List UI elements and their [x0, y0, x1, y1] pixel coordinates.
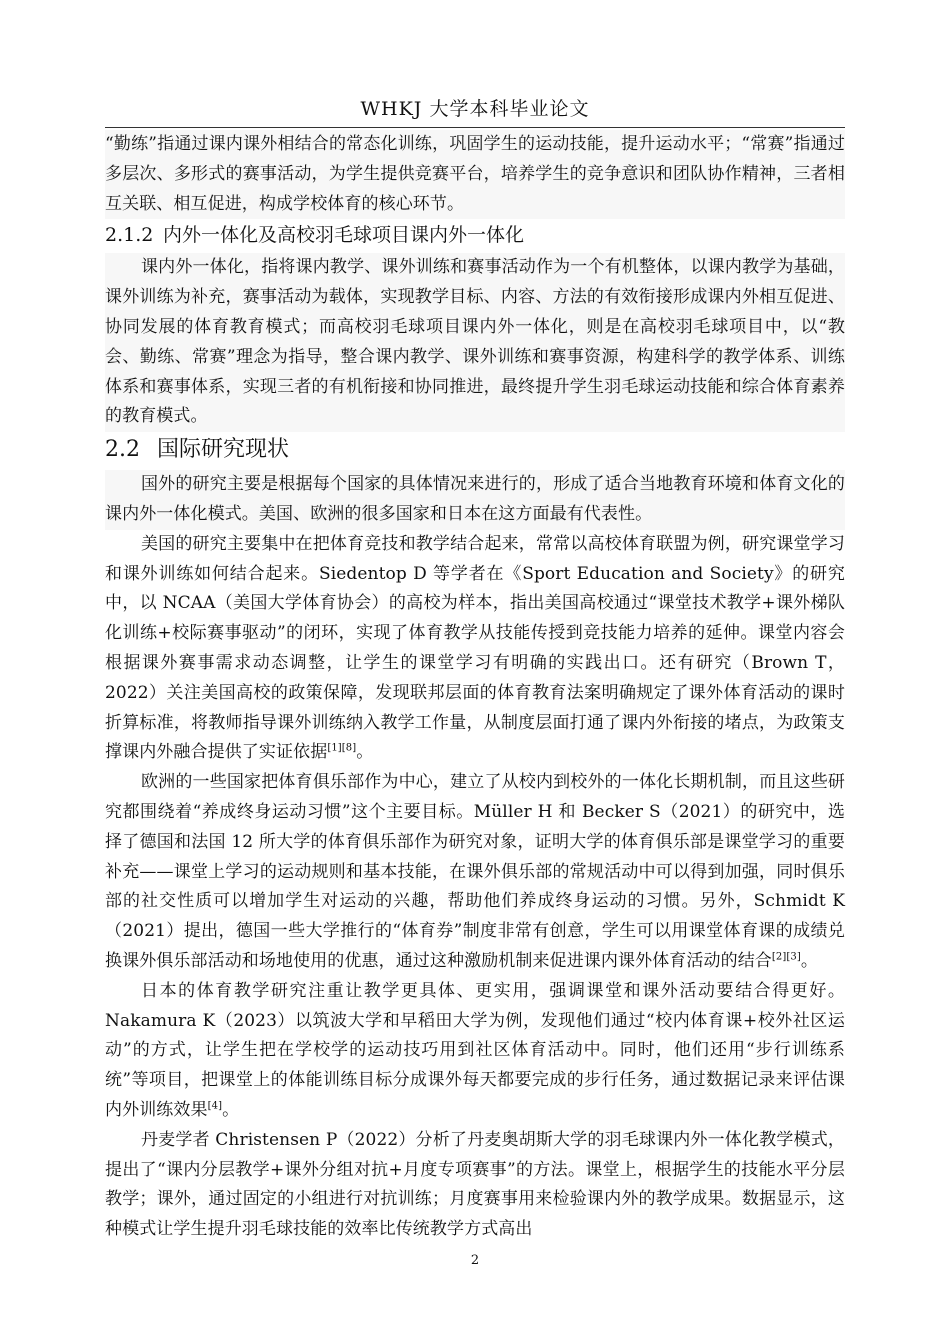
paragraph-europe — [105, 768, 845, 977]
section-heading-2-2 — [105, 432, 845, 470]
section-title: 国际研究现状 — [157, 437, 290, 463]
paragraph-overview: 国外的研究主要是根据每个国家的具体情况来进行的，形成了适合当地教育环境和体育文化的课内外一体化模式。美国、欧洲的很多国家和日本在这方面最有代表性。 — [105, 470, 845, 530]
paragraph-end: 。 — [800, 950, 818, 971]
page-number: 2 — [470, 1253, 480, 1268]
paragraph-usa — [105, 530, 845, 768]
paragraph-end: 。 — [356, 742, 374, 763]
section-number: 2.1.2 — [105, 224, 154, 247]
citation: [4] — [207, 1100, 223, 1112]
section-title: 内外一体化及高校羽毛球项目课内外一体化 — [163, 224, 525, 247]
citation: [1][8] — [327, 742, 357, 754]
paragraph-text: 美国的研究主要集中在把体育竞技和教学结合起来，常常以高校体育联盟为例，研究课堂学习和课外训练如何结合起来。Siedentop D 等学者在《Sport Education and Society》的研究中，以 NCAA（美国大学体育协会）的高校为样本，指出美国高校通过“课堂技术教学+课外梯队化训练+校际赛事驱动”的闭环，实现了体育教学从技能传授到竞技能力培养的延伸。课堂内容会根据课外赛事需求动态调整，让学生的课堂学习有明确的实践出口。还有研究（Brown T，2022）关注美国高校的政策保障，发现联邦层面的体育教育法案明确规定了课外体育活动的课时折算标准，将教师指导课外训练纳入教学工作量，从制度层面打通了课内外衔接的堵点，为政策支撑课内外融合提供了实证依据 — [105, 533, 845, 763]
intro-paragraph: “勤练”指通过课内课外相结合的常态化训练，巩固学生的运动技能，提升运动水平；“常赛”指通过多层次、多形式的赛事活动，为学生提供竞赛平台，培养学生的竞争意识和团队协作精神，三者相互关联、相互促进，构成学校体育的核心环节。 — [105, 130, 845, 219]
paragraph-integration-definition: 课内外一体化，指将课内教学、课外训练和赛事活动作为一个有机整体，以课内教学为基础，课外训练为补充，赛事活动为载体，实现教学目标、内容、方法的有效衔接形成课内外相互促进、协同发展的体育教育模式；而高校羽毛球项目课内外一体化，则是在高校羽毛球项目中，以“教会、勤练、常赛”理念为指导，整合课内教学、课外训练和赛事资源，构建科学的教学体系、训练体系和赛事体系，实现三者的有机衔接和协同推进，最终提升学生羽毛球运动技能和综合体育素养的教育模式。 — [105, 253, 845, 432]
section-number: 2.2 — [105, 437, 140, 463]
paragraph-text: 欧洲的一些国家把体育俱乐部作为中心，建立了从校内到校外的一体化长期机制，而且这些研究都围绕着“养成终身运动习惯”这个主要目标。Müller H 和 Becker S（2021）的研究中，选择了德国和法国 12 所大学的体育俱乐部作为研究对象，证明大学的体育俱乐部是课堂学习的重要补充——课堂上学习的运动规则和基本技能，在课外俱乐部的常规活动中可以得到加强，同时俱乐部的社交性质可以增加学生对运动的兴趣，帮助他们养成终身运动的习惯。另外，Schmidt K（2021）提出，德国一些大学推行的“体育券”制度非常有创意，学生可以用课堂体育课的成绩兑换课外俱乐部活动和场地使用的优惠，通过这种激励机制来促进课内课外体育活动的结合 — [105, 772, 845, 971]
paragraph-end: 。 — [222, 1099, 240, 1120]
paragraph-text: 日本的体育教学研究注重让教学更具体、更实用，强调课堂和课外活动要结合得更好。Nakamura K（2023）以筑波大学和早稻田大学为例，发现他们通过“校内体育课+校外社区运动”的方式，让学生把在学校学的运动技巧用到社区体育活动中。同时，他们还用“步行训练系统”等项目，把课堂上的体能训练目标分成课外每天都要完成的步行任务，通过数据记录来评估课内外训练效果 — [105, 980, 845, 1120]
citation: [2][3] — [771, 951, 801, 963]
header-rule — [105, 127, 845, 128]
running-header: WHKJ 大学本科毕业论文 — [360, 98, 590, 120]
page-body — [105, 130, 845, 1245]
paragraph-denmark: 丹麦学者 Christensen P（2022）分析了丹麦奥胡斯大学的羽毛球课内外一体化教学模式，提出了“课内分层教学+课外分组对抗+月度专项赛事”的方法。课堂上，根据学生的技能水平分层教学；课外，通过固定的小组进行对抗训练；月度赛事用来检验课内外的教学成果。数据显示，这种模式让学生提升羽毛球技能的效率比传统教学方式高出 — [105, 1129, 845, 1240]
paragraph-japan — [105, 977, 845, 1126]
section-heading-2-1-2 — [105, 219, 845, 253]
